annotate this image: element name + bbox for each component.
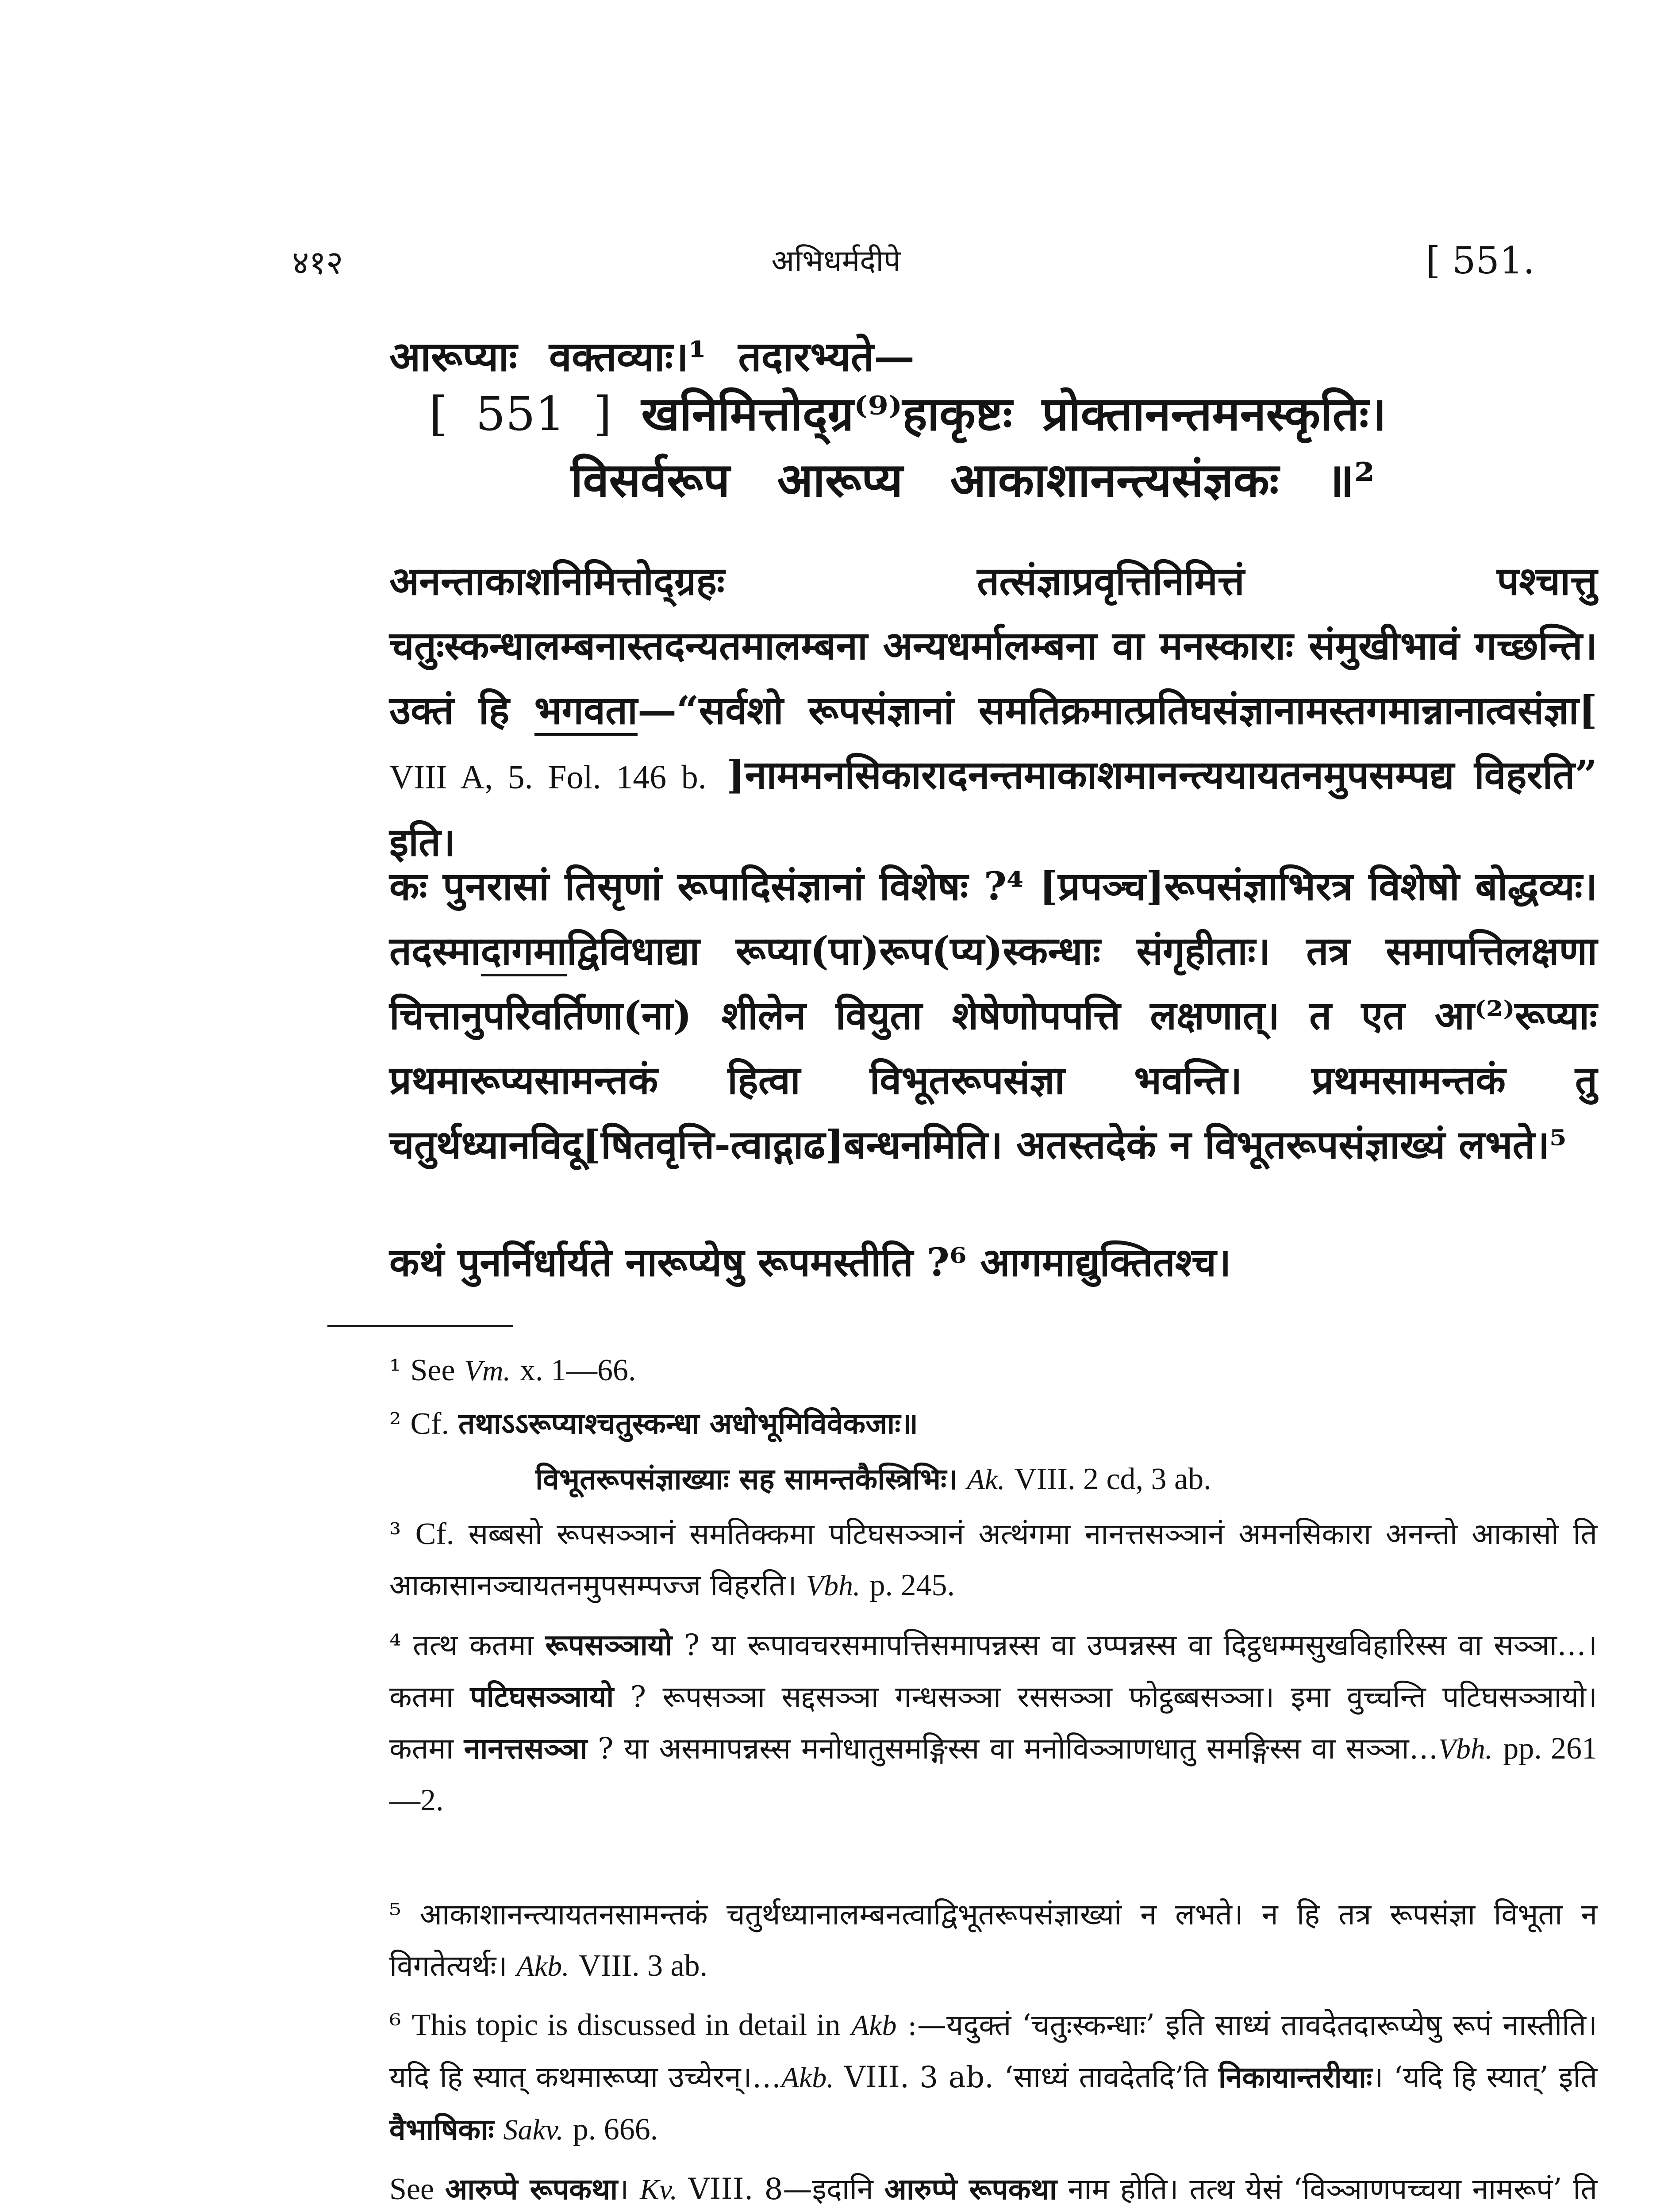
footnote-4 <box>327 1619 1597 1826</box>
fn6-ref-2: Akb. <box>781 2062 834 2094</box>
p1-text-c: ]नाममनसिकारादनन्तमाकाशमानन्त्ययायतनमुपसम्पद्य विहरति” इति। <box>389 752 1598 865</box>
commentary-paragraph-2 <box>327 854 1597 1177</box>
fn4-tail: pp. 261—2. <box>389 1732 1598 1817</box>
footnote-rule <box>327 1325 513 1327</box>
fn4-term-3: नानत्तसञ्ञा <box>464 1731 588 1766</box>
fn7-bold-1: आरुप्पे रूपकथा <box>445 2172 618 2206</box>
section-mark: [ 551. <box>1426 239 1535 282</box>
p2-text-a: कः पुनरासां तिसृणां रूपादिसंज्ञानां विशेषः ?⁴ [प्रपञ्च]रूपसंज्ञाभिरत्र विशेषो बोद्धव्यः। तदस्मा <box>389 863 1597 974</box>
running-title: अभिधर्मदीपे <box>771 244 901 279</box>
fn7-text-c: नाम होति। तत्थ येसं ‘विञ्ञाणपच्चया नामरूपं’ ति <box>1068 2172 1597 2206</box>
footnote-1 <box>327 1345 1597 1397</box>
fn4-term-1: रूपसञ्ञायो <box>545 1628 673 1662</box>
fn6-text-c: VIII. 3 ab. ‘साध्यं तावदेतदि’ति <box>844 2060 1208 2094</box>
verse-text-1: खनिमित्तोद्ग्र⁽⁹⁾हाकृष्टः प्रोक्तानन्तमनस्कृतिः। <box>641 386 1387 441</box>
verse-number: [ 551 ] <box>429 387 612 441</box>
fn2-tail: VIII. 2 cd, 3 ab. <box>1014 1462 1211 1496</box>
verse-line-1 <box>429 380 1387 444</box>
manuscript-reference: VIII A, 5. Fol. 146 b. <box>389 759 707 796</box>
fn7-text-a: । <box>618 2172 629 2206</box>
fn1-mark: ¹ <box>389 1353 401 1387</box>
fn4-text-e: ? या असमापन्नस्स मनोधातुसमङ्गिस्स वा मनोविञ्ञाणधातु समङ्गिस्स वा सञ्ञा… <box>598 1732 1438 1766</box>
footnote-2 <box>327 1398 1597 1450</box>
fn3-cf: Cf. <box>415 1517 454 1551</box>
fn4-mark: ⁴ <box>389 1628 401 1662</box>
fn4-ref: Vbh. <box>1438 1733 1493 1765</box>
fn2-line-2: विभूतरूपसंज्ञाख्याः सह सामन्तकैस्त्रिभिः। <box>535 1462 958 1496</box>
footnote-2-line-2 <box>327 1453 1535 1505</box>
fn3-tail: p. 245. <box>869 1568 955 1602</box>
fn2-cf: Cf. <box>410 1407 449 1441</box>
footnote-7 <box>327 2163 1597 2212</box>
fn6-text-b: :—यदुक्तं ‘चतुःस्कन्धाः’ इति साध्यं तावदेतदारूप्येषु रूपं नास्तीति। यदि हि स्यात् कथमारूप्या उच्येरन्।… <box>389 2008 1597 2094</box>
fn7-see: See <box>389 2172 434 2206</box>
fn6-text-e: p. 666. <box>573 2112 658 2147</box>
fn2-mark: ² <box>389 1407 401 1441</box>
fn5-mark: ⁵ <box>389 1897 401 1932</box>
fn4-term-2: पटिघसञ्ञायो <box>470 1679 614 1714</box>
fn5-text: आकाशानन्त्यायतनसामन्तकं चतुर्थध्यानालम्बनत्वाद्विभूतरूपसंज्ञाख्यां न लभते। न हि तत्र रूपसंज्ञा विभूता न विगतेत्यर्थः। <box>389 1897 1597 1983</box>
page-number: ४१२ <box>292 244 343 282</box>
footnote-6 <box>327 2000 1597 2156</box>
fn6-text-a: This topic is discussed in detail in <box>411 2008 841 2042</box>
p1-text-a: अनन्ताकाशनिमित्तोद्ग्रहः तत्संज्ञाप्रवृत्तिनिमित्तं पश्चात्तु चतुःस्कन्धालम्बनास्तदन्यतमालम्बना अन्यधर्मालम्बना वा मनस्काराः संमुखीभावं गच्छन्ति। उक्तं हि <box>389 558 1597 733</box>
fn6-bold-1: निकायान्तरीयाः <box>1218 2060 1372 2094</box>
fn6-ref-3: Sakv. <box>503 2114 564 2146</box>
fn3-mark: ³ <box>389 1517 401 1551</box>
fn1-text: See <box>410 1353 455 1387</box>
p2-underlined: दागमा <box>481 928 567 976</box>
fn2-line-1: तथाऽऽरूप्याश्चतुस्कन्धा अधोभूमिविवेकजाः॥ <box>458 1406 919 1441</box>
fn6-text-d: । ‘यदि हि स्यात्’ इति <box>1372 2060 1597 2094</box>
footnote-3 <box>327 1509 1597 1612</box>
fn4-text-a: तत्थ कतमा <box>412 1628 534 1662</box>
fn4-text-c: ? या रूपावचरसमापत्तिसमापन्नस्स वा उप्पन्नस्स वा दिट्ठधम्मसुखविहारिस्स वा सञ्ञा…। कतमा <box>389 1628 1597 1714</box>
footnote-5 <box>327 1889 1597 1992</box>
fn7-ref-1: Kv. <box>640 2174 677 2206</box>
fn3-ref: Vbh. <box>806 1570 861 1602</box>
fn6-bold-2: वैभाषिकाः <box>389 2112 494 2147</box>
fn1-ref: Vm. <box>464 1355 511 1387</box>
fn6-mark: ⁶ <box>389 2008 401 2042</box>
fn5-ref: Akb. <box>516 1950 569 1982</box>
p2-text-b: द्विविधाद्या रूप्या(पा)रूप(प्य)स्कन्धाः संगृहीताः। तत्र समापत्तिलक्षणा चित्तानुपरिवर्तिणा(ना) शीलेन वियुता शेषेणोपपत्ति लक्षणात्। त एत आ⁽²⁾रूप्याः प्रथमारूप्यसामन्तकं हित्वा विभूतरूपसंज्ञा भवन्ति। प्रथमसामन्तकं तु चतुर्थध्यानविदू[षितवृत्ति-त्वाद्गाढ]बन्धनमिति। अतस्तदेकं न विभूतरूपसंज्ञाख्यं लभते।⁵ <box>389 928 1597 1167</box>
fn7-text-b: VIII. 8—इदानि <box>688 2172 873 2206</box>
p1-underlined: भगवता <box>534 687 638 736</box>
p1-text-b: —“सर्वशो रूपसंज्ञानां समतिक्रमात्प्रतिघसंज्ञानामस्तगमान्नानात्वसंज्ञा[ <box>637 687 1597 733</box>
fn4-text-d: ? रूपसञ्ञा सद्दसञ्ञा गन्धसञ्ञा रससञ्ञा फोट्ठब्बसञ्ञा। इमा वुच्चन्ति पटिघसञ्ञायो। कतमा <box>389 1680 1597 1766</box>
intro-line: आरूप्याः वक्तव्याः।¹ तदारभ्यते— <box>389 333 915 380</box>
fn2-ref: Ak. <box>967 1463 1005 1496</box>
commentary-paragraph-1 <box>327 549 1597 874</box>
fn6-ref-1: Akb <box>851 2009 897 2042</box>
fn7-bold-2: आरुप्पे रूपकथा <box>884 2172 1057 2206</box>
fn1-tail: x. 1—66. <box>519 1353 636 1387</box>
verse-line-2: विसर्वरूप आरूप्य आकाशानन्त्यसंज्ञकः ॥² <box>571 452 1375 507</box>
commentary-paragraph-3: कथं पुनर्निर्धार्यते नारूप्येषु रूपमस्तीति ?⁶ आगमाद्युक्तितश्च। <box>389 1239 1231 1285</box>
fn3-text: सब्बसो रूपसञ्ञानं समतिक्कमा पटिघसञ्ञानं अत्थंगमा नानत्तसञ्ञानं अमनसिकारा अनन्तो आकासो ति आकासानञ्चायतनमुपसम्पज्ज विहरति। <box>389 1517 1598 1602</box>
fn5-tail: VIII. 3 ab. <box>578 1949 708 1983</box>
